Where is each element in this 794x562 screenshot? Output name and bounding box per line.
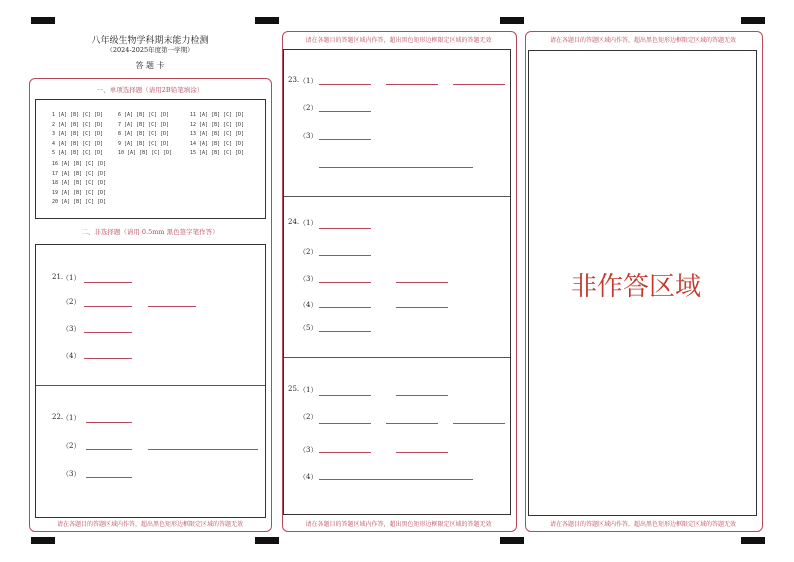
choice-item-15[interactable]: 15 [A] [B] [C] [D] [190, 150, 245, 156]
registration-mark [31, 17, 55, 24]
answer-blank[interactable] [386, 423, 438, 424]
answer-blank[interactable] [319, 111, 371, 112]
q21-part-4: （4） [62, 352, 81, 360]
choice-item-11[interactable]: 11 [A] [B] [C] [D] [190, 112, 245, 118]
choice-item-14[interactable]: 14 [A] [B] [C] [D] [190, 140, 245, 147]
answer-blank[interactable] [319, 452, 371, 453]
answer-blank[interactable] [319, 282, 371, 283]
choice-section-title: 一、单项选择题（请用2B铅笔填涂） [96, 86, 204, 94]
bottom-notice: 请在各题目的答题区域内作答，超出黑色矩形边框限定区域的答题无效 [549, 521, 736, 528]
q25-part-3: （3） [299, 446, 318, 454]
answer-blank[interactable] [84, 358, 132, 359]
answer-blank[interactable] [319, 395, 371, 396]
divider [284, 196, 510, 197]
choice-item-1[interactable]: 1 [A] [B] [C] [D] [52, 112, 104, 118]
answer-blank[interactable] [319, 167, 473, 168]
answer-blank[interactable] [319, 228, 371, 229]
q25-part-2: （2） [299, 413, 318, 421]
q23-part-2: （2） [299, 104, 318, 112]
choice-item-16[interactable]: 16 [A] [B] [C] [D] [52, 161, 107, 167]
q23-part-3: （3） [299, 132, 318, 140]
answer-blank[interactable] [386, 84, 438, 85]
exam-title: 八年级生物学科期末能力检测 [91, 36, 209, 46]
answer-blank[interactable] [319, 255, 371, 256]
answer-blank[interactable] [84, 332, 132, 333]
q21-part-3: （3） [62, 325, 81, 333]
q22-part-1: （1） [62, 414, 81, 422]
top-notice: 请在各题目的答题区域内作答，超出黑色矩形边框限定区域的答题无效 [305, 37, 492, 44]
choice-item-6[interactable]: 6 [A] [B] [C] [D] [118, 112, 170, 118]
q24-part-4: （4） [299, 301, 318, 309]
registration-mark [500, 17, 524, 24]
choice-item-19[interactable]: 19 [A] [B] [C] [D] [52, 189, 107, 196]
registration-mark [31, 537, 55, 544]
answer-blank[interactable] [319, 139, 371, 140]
answer-blank[interactable] [148, 449, 258, 450]
q23-part-1: （1） [299, 77, 318, 85]
answer-blank[interactable] [453, 423, 505, 424]
q22-part-3: （3） [62, 470, 81, 478]
divider [284, 357, 510, 358]
choice-item-20[interactable]: 20 [A] [B] [C] [D] [52, 199, 107, 205]
exam-subtitle: （2024-2025年度第一学期） [106, 46, 194, 54]
q22-part-2: （2） [62, 442, 81, 450]
registration-mark [255, 537, 279, 544]
choice-item-2[interactable]: 2 [A] [B] [C] [D] [52, 121, 104, 128]
q23-label: 23. [288, 76, 300, 84]
top-notice: 请在各题目的答题区域内作答，超出黑色矩形边框限定区域的答题无效 [549, 37, 736, 44]
answer-blank[interactable] [319, 423, 371, 424]
bottom-notice: 请在各题目的答题区域内作答，超出黑色矩形边框限定区域的答题无效 [305, 521, 492, 528]
answer-blank[interactable] [84, 282, 132, 283]
answer-blank[interactable] [319, 331, 371, 332]
q24-part-3: （3） [299, 275, 318, 283]
choice-item-13[interactable]: 13 [A] [B] [C] [D] [190, 131, 245, 137]
answer-blank[interactable] [453, 84, 505, 85]
answer-card-label: 答 题 卡 [135, 61, 165, 70]
q24-label: 24. [288, 218, 300, 226]
non-answer-area-label: 非作答区域 [571, 272, 702, 302]
answer-blank[interactable] [319, 307, 371, 308]
answer-blank[interactable] [396, 452, 448, 453]
registration-mark [500, 537, 524, 544]
q24-part-2: （2） [299, 248, 318, 256]
answer-blank[interactable] [396, 282, 448, 283]
registration-mark [255, 17, 279, 24]
answer-blank[interactable] [396, 395, 448, 396]
q21-label: 21. [52, 273, 64, 281]
bottom-notice: 请在各题目的答题区域内作答，超出黑色矩形边框限定区域的答题无效 [56, 521, 243, 528]
answer-blank[interactable] [319, 479, 473, 480]
q24-part-1: （1） [299, 219, 318, 227]
answer-blank[interactable] [84, 306, 132, 307]
q25-part-1: （1） [299, 386, 318, 394]
choice-item-12[interactable]: 12 [A] [B] [C] [D] [190, 121, 245, 128]
registration-mark [741, 17, 765, 24]
choice-item-4[interactable]: 4 [A] [B] [C] [D] [52, 140, 104, 147]
choice-item-10[interactable]: 10 [A] [B] [C] [D] [118, 150, 173, 156]
divider [36, 385, 265, 386]
answer-blank[interactable] [86, 449, 132, 450]
answer-blank[interactable] [319, 84, 371, 85]
choice-item-7[interactable]: 7 [A] [B] [C] [D] [118, 121, 170, 128]
q22-label: 22. [52, 413, 64, 421]
choice-item-8[interactable]: 8 [A] [B] [C] [D] [118, 131, 170, 137]
registration-mark [741, 537, 765, 544]
q24-part-5: （5） [299, 324, 318, 332]
choice-item-17[interactable]: 17 [A] [B] [C] [D] [52, 170, 107, 177]
answer-blank[interactable] [86, 477, 132, 478]
choice-item-3[interactable]: 3 [A] [B] [C] [D] [52, 131, 104, 137]
q25-part-4: （4） [299, 473, 318, 481]
choice-item-18[interactable]: 18 [A] [B] [C] [D] [52, 180, 107, 186]
q25-label: 25. [288, 385, 300, 393]
q21-part-2: （2） [62, 298, 81, 306]
answer-blank[interactable] [148, 306, 196, 307]
answer-blank[interactable] [396, 307, 448, 308]
nonchoice-section-title: 二、非选择题（请用 0.5mm 黑色签字笔作答） [81, 228, 219, 236]
q21-part-1: （1） [62, 274, 81, 282]
answer-blank[interactable] [86, 422, 132, 423]
choice-item-5[interactable]: 5 [A] [B] [C] [D] [52, 150, 104, 156]
choice-item-9[interactable]: 9 [A] [B] [C] [D] [118, 140, 170, 147]
